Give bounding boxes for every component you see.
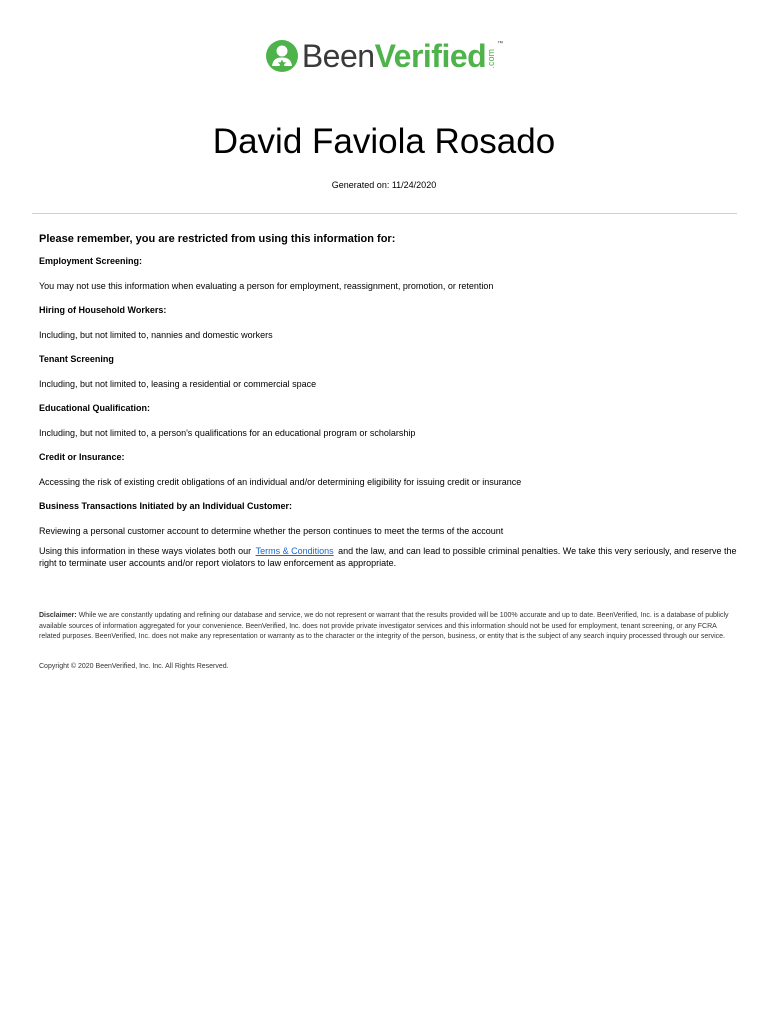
violation-text-post: and the law, and can lead to possible criminal penalties. We take this very seriously, and reserve the right to terminate user accounts and/or report violators to law enforcement as appropriate. [39,546,737,568]
disclaimer-label: Disclaimer: [39,612,77,619]
restriction-text: Accessing the risk of existing credit obligations of an individual and/or determining eligibility for issuing credit or insurance [39,477,522,487]
violation-notice [39,545,739,569]
restriction-text: You may not use this information when evaluating a person for employment, reassignment, promotion, or retention [39,281,494,291]
logo-com: .com [486,49,497,69]
disclaimer-text: While we are constantly updating and refining our database and service, we do not represent or warrant that the results provided will be 100% accurate and up to date. BeenVerified, Inc. is a database of publicly available sources of information aggregated for your convenience. BeenVerified, Inc. does not provide private investigator services and this information should not be used for employment, tenant screening, or any FCRA related purposes. BeenVerified, Inc. does not make any representation or warranty as to the character or the integrity of the person, business, or entity that is the subject of any search inquiry processed through our service. [39,612,729,640]
restriction-text: Reviewing a personal customer account to determine whether the person continues to meet the terms of the account [39,526,504,536]
restrictions-heading: Please remember, you are restricted from using this information for: [39,233,396,245]
copyright: Copyright © 2020 BeenVerified, Inc. Inc. All Rights Reserved. [39,663,229,670]
restriction-text: Including, but not limited to, a person's qualifications for an educational program or scholarship [39,428,416,438]
generated-date: Generated on: 11/24/2020 [331,180,437,190]
header-divider [32,213,737,214]
verified-person-star-icon [265,39,299,73]
restriction-title: Employment Screening: [39,256,143,266]
logo-trademark: ™ [497,41,504,47]
restriction-title: Tenant Screening [39,354,114,364]
disclaimer [39,611,739,643]
report-subject-name: David Faviola Rosado [212,122,556,161]
restriction-text: Including, but not limited to, leasing a residential or commercial space [39,379,317,389]
restrictions-section [39,233,739,569]
restriction-text: Including, but not limited to, nannies and domestic workers [39,330,273,340]
logo-wordmark [302,39,486,73]
restriction-title: Hiring of Household Workers: [39,305,167,315]
restriction-title: Business Transactions Initiated by an Individual Customer: [39,501,293,511]
restriction-title: Credit or Insurance: [39,452,125,462]
logo-verified: Verified [374,38,487,74]
logo-been: Been [301,38,375,74]
terms-conditions-link[interactable]: Terms & Conditions [255,546,334,556]
logo-wrapper [265,39,503,73]
restriction-title: Educational Qualification: [39,403,151,413]
violation-text-pre: Using this information in these ways violates both our [39,546,252,556]
brand-logo [0,36,768,76]
